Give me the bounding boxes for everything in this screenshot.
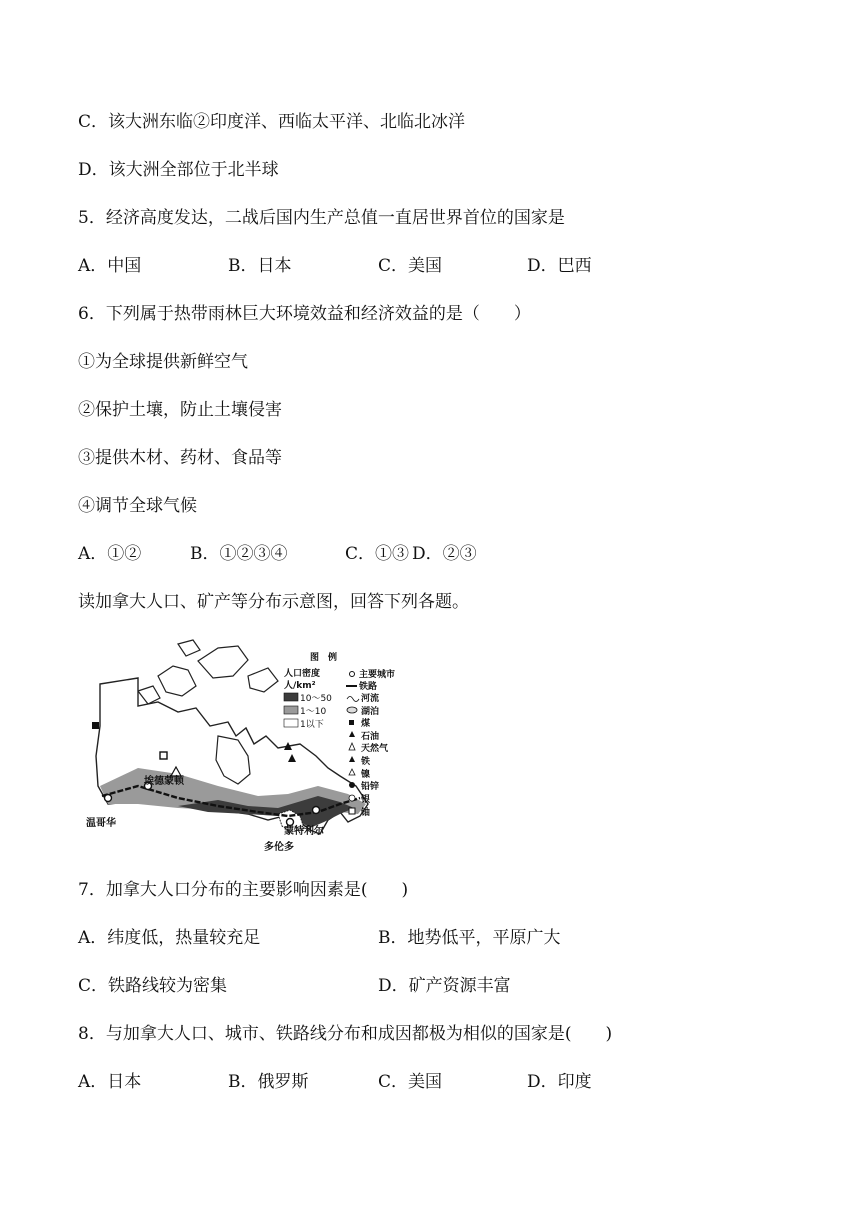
legend-coal: 煤 (361, 719, 371, 729)
label-edmonton: 埃德蒙顿 (144, 776, 184, 787)
legend-gas-icon (349, 743, 355, 750)
legend-uranium-icon (349, 808, 355, 814)
q8-option-a: A．日本 (78, 1072, 142, 1092)
legend-leadzinc: 铅锌 (361, 782, 380, 792)
map-intro: 读加拿大人口、矿产等分布示意图，回答下列各题。 (78, 592, 469, 612)
legend-river-icon (347, 697, 359, 702)
city-vancouver-marker (105, 795, 112, 802)
legend-lake: 湖泊 (361, 707, 380, 717)
legend-silver: 银 (361, 795, 371, 805)
legend-oil-icon (349, 731, 355, 737)
q5-option-b: B．日本 (228, 256, 292, 276)
canada-map-svg (78, 636, 398, 854)
legend-river: 河流 (361, 694, 380, 704)
legend-nickel-icon (349, 769, 355, 775)
legend-nickel: 镍 (361, 770, 371, 780)
q6-option-c: C．①③ (345, 544, 410, 564)
legend-iron: 铁 (361, 757, 371, 767)
q7-option-b: B．地势低平，平原广大 (378, 928, 561, 948)
label-vancouver: 温哥华 (86, 818, 116, 829)
legend-oil: 石油 (361, 732, 380, 742)
legend-railway: 铁路 (359, 682, 378, 692)
q7-option-d: D．矿产资源丰富 (378, 976, 511, 996)
legend-city: 主要城市 (359, 670, 396, 680)
legend-leadzinc-icon (349, 782, 355, 788)
question-6: 6．下列属于热带雨林巨大环境效益和经济效益的是（ ） (78, 304, 531, 324)
legend-density-title-2: 人/km² (284, 681, 316, 691)
legend-city-icon (350, 672, 355, 677)
line-q4c: C．该大洲东临②印度洋、西临太平洋、北临北冰洋 (78, 112, 466, 132)
legend-uranium: 铀 (361, 808, 371, 818)
legend-density-mid: 1～10 (300, 707, 327, 717)
coal-symbol (92, 722, 99, 729)
legend-density-mid-swatch (284, 706, 298, 714)
q8-option-d: D．印度 (527, 1072, 592, 1092)
q5-option-c: C．美国 (378, 256, 443, 276)
legend-iron-icon (349, 756, 355, 762)
legend-title: 图 例 (310, 653, 338, 663)
legend-gas: 天然气 (361, 744, 389, 754)
legend-density-high-swatch (284, 693, 298, 701)
label-toronto: 多伦多 (264, 842, 294, 853)
question-5: 5．经济高度发达，二战后国内生产总值一直居世界首位的国家是 (78, 208, 565, 228)
city-montreal-marker (313, 807, 320, 814)
city-toronto-marker (287, 819, 294, 826)
uranium-symbol (160, 752, 167, 759)
legend-coal-icon (349, 720, 354, 725)
legend-lake-icon (347, 707, 357, 713)
q8-option-c: C．美国 (378, 1072, 443, 1092)
legend-density-high: 10～50 (300, 694, 332, 704)
q6-statement-3: ③提供木材、药材、食品等 (78, 448, 282, 468)
legend-density-low-swatch (284, 719, 298, 727)
arctic-islands (138, 640, 278, 704)
q6-statement-2: ②保护土壤，防止土壤侵害 (78, 400, 282, 420)
q5-option-a: A．中国 (78, 256, 142, 276)
q6-statement-4: ④调节全球气候 (78, 496, 197, 516)
q6-option-d: D．②③ (412, 544, 477, 564)
question-7: 7．加拿大人口分布的主要影响因素是( ) (78, 880, 409, 900)
canada-map-figure (78, 636, 398, 854)
legend-density-low: 1以下 (300, 720, 324, 730)
label-montreal: 蒙特利尔 (284, 826, 324, 837)
q8-option-b: B．俄罗斯 (228, 1072, 309, 1092)
line-q4d: D．该大洲全部位于北半球 (78, 160, 279, 180)
question-8: 8．与加拿大人口、城市、铁路线分布和成因都极为相似的国家是( ) (78, 1024, 613, 1044)
legend-silver-icon (349, 795, 355, 801)
legend-density-title-1: 人口密度 (284, 669, 321, 679)
q7-option-a: A．纬度低，热量较充足 (78, 928, 261, 948)
q7-option-c: C．铁路线较为密集 (78, 976, 228, 996)
q5-option-d: D．巴西 (527, 256, 592, 276)
q6-option-b: B．①②③④ (190, 544, 288, 564)
q6-option-a: A．①② (78, 544, 142, 564)
q6-statement-1: ①为全球提供新鲜空气 (78, 352, 248, 372)
